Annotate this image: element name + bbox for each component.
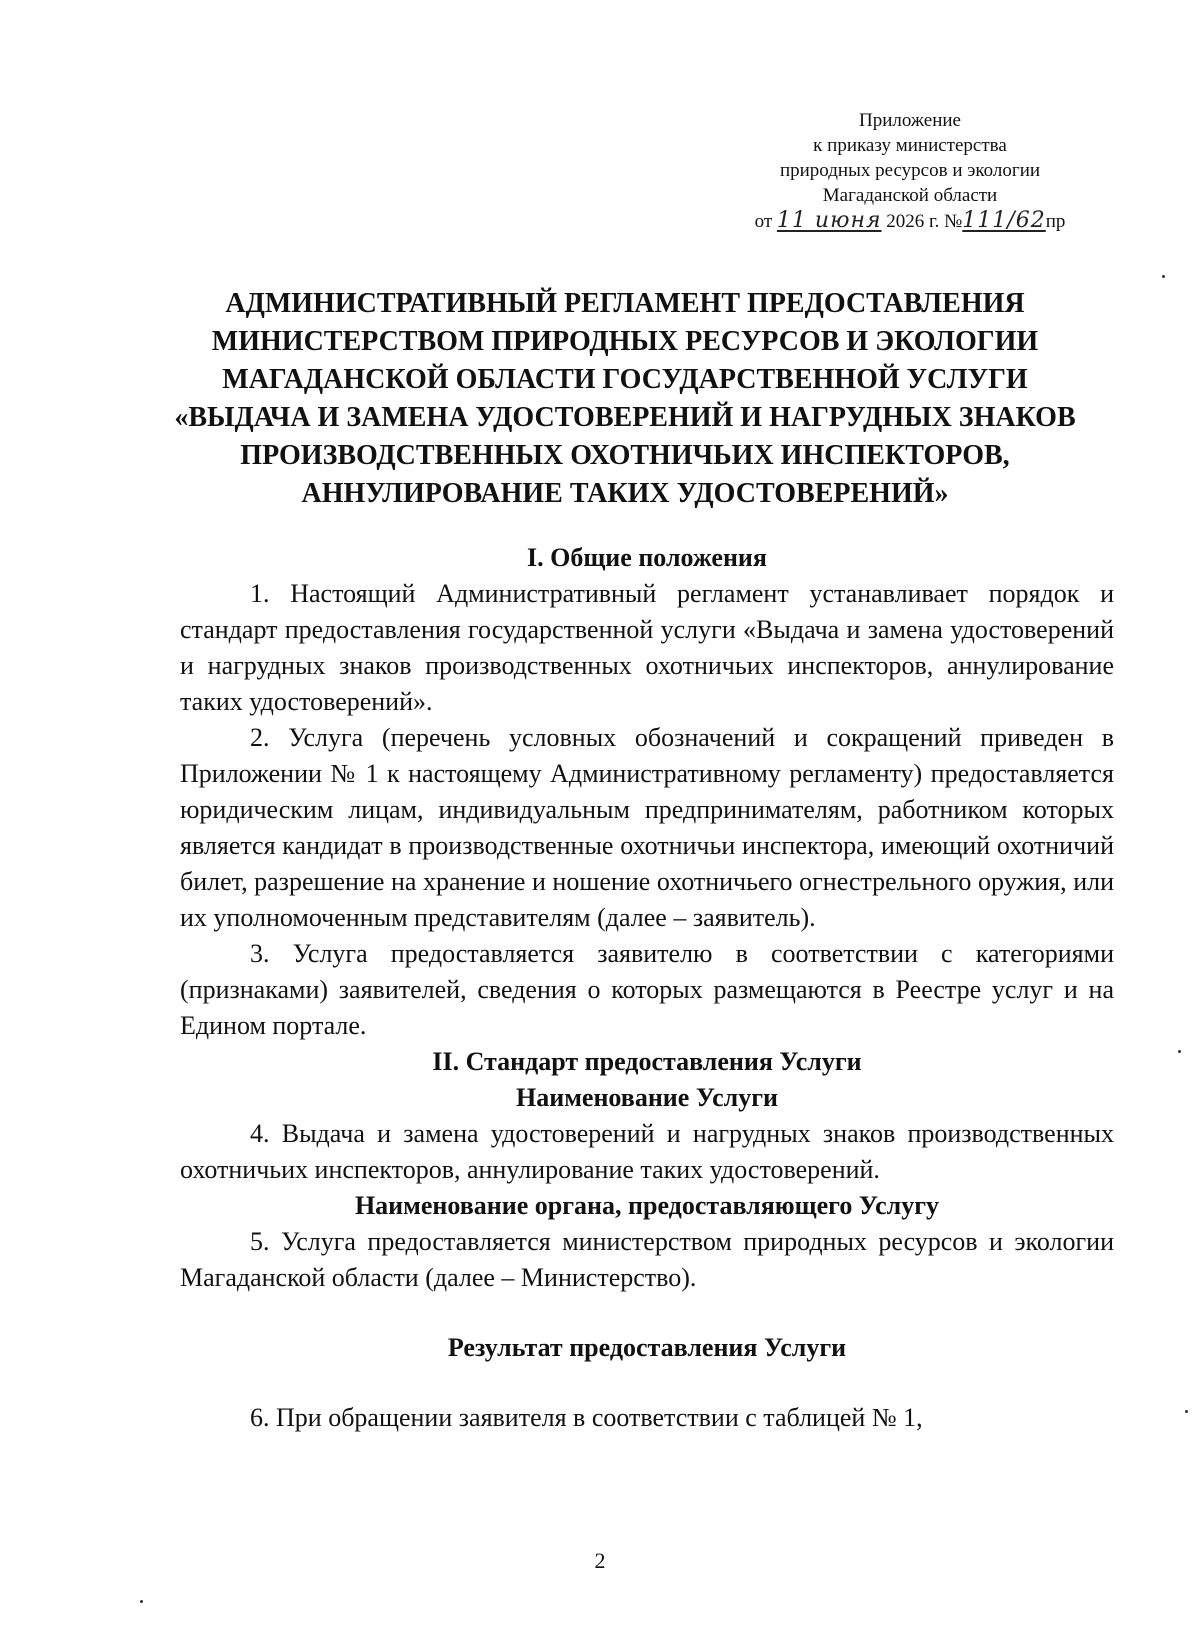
- title-line-1: АДМИНИСТРАТИВНЫЙ РЕГЛАМЕНТ ПРЕДОСТАВЛЕНИЯ: [225, 288, 1025, 319]
- subheading-authority: Наименование органа, предоставляющего Услугу: [354, 1191, 940, 1220]
- paragraph-1: 1. Настоящий Административный регламент устанавливает порядок и стандарт предоставления государственной услуги «Выдача и замена удостоверений и нагрудных знаков производственных охотничьих инспекторов, аннулирование таких удостоверений».: [180, 579, 1114, 716]
- title-line-4: «ВЫДАЧА И ЗАМЕНА УДОСТОВЕРЕНИЙ И НАГРУДНЫХ ЗНАКОВ: [174, 402, 1076, 433]
- scan-speck: [140, 1600, 143, 1603]
- handwritten-date: 11 июня: [776, 208, 882, 233]
- handwritten-number: 111/62: [962, 208, 1046, 233]
- title-line-3: МАГАДАНСКОЙ ОБЛАСТИ ГОСУДАРСТВЕННОЙ УСЛУГИ: [222, 364, 1028, 395]
- section-1-heading: I. Общие положения: [527, 543, 767, 572]
- document-title: [150, 285, 1100, 513]
- appendix-line-1: Приложение: [859, 110, 961, 131]
- date-year: 2026 г. №: [886, 211, 963, 232]
- scan-speck: [1162, 275, 1165, 278]
- subheading-result: Результат предоставления Услуги: [447, 1333, 847, 1362]
- appendix-line-4: Магаданской области: [822, 185, 998, 206]
- paragraph-4: 4. Выдача и замена удостоверений и нагрудных знаков производственных охотничьих инспекторов, аннулирование таких удостоверений.: [180, 1119, 1114, 1184]
- paragraph-6: 6. При обращении заявителя в соответствии с таблицей № 1,: [250, 1403, 923, 1432]
- paragraph-5: 5. Услуга предоставляется министерством природных ресурсов и экологии Магаданской области (далее – Министерство).: [180, 1227, 1114, 1292]
- title-line-2: МИНИСТЕРСТВОМ ПРИРОДНЫХ РЕСУРСОВ И ЭКОЛОГИИ: [211, 326, 1039, 357]
- number-suffix: пр: [1045, 211, 1066, 232]
- title-line-6: АННУЛИРОВАНИЕ ТАКИХ УДОСТОВЕРЕНИЙ»: [301, 478, 949, 509]
- page-number: 2: [594, 1548, 606, 1573]
- title-line-5: ПРОИЗВОДСТВЕННЫХ ОХОТНИЧЬИХ ИНСПЕКТОРОВ,: [240, 440, 1010, 471]
- appendix-line-2: к приказу министерства: [813, 135, 1007, 156]
- subheading-service-name: Наименование Услуги: [515, 1083, 779, 1112]
- scan-speck: [1185, 1410, 1188, 1413]
- appendix-line-3: природных ресурсов и экологии: [779, 160, 1041, 181]
- paragraph-2: 2. Услуга (перечень условных обозначений и сокращений приведен в Приложении № 1 к настоящему Административному регламенту) предоставляется юридическим лицам, индивидуальным предпринимателям, работником которых является кандидат в производственные охотничьи инспектора, имеющий охотничий билет, разрешение на хранение и ношение охотничьего огнестрельного оружия, или их уполномоченным представителям (далее – заявитель).: [180, 723, 1114, 932]
- appendix-block: [700, 108, 1120, 234]
- section-2-heading: II. Стандарт предоставления Услуги: [432, 1047, 862, 1076]
- document-body: [180, 540, 1114, 1436]
- paragraph-3: 3. Услуга предоставляется заявителю в соответствии с категориями (признаками) заявителей, сведения о которых размещаются в Реестре услуг и на Едином портале.: [180, 939, 1114, 1040]
- date-prefix: от: [754, 211, 773, 232]
- scan-speck: [1178, 1050, 1181, 1053]
- appendix-date-line: [700, 208, 1120, 234]
